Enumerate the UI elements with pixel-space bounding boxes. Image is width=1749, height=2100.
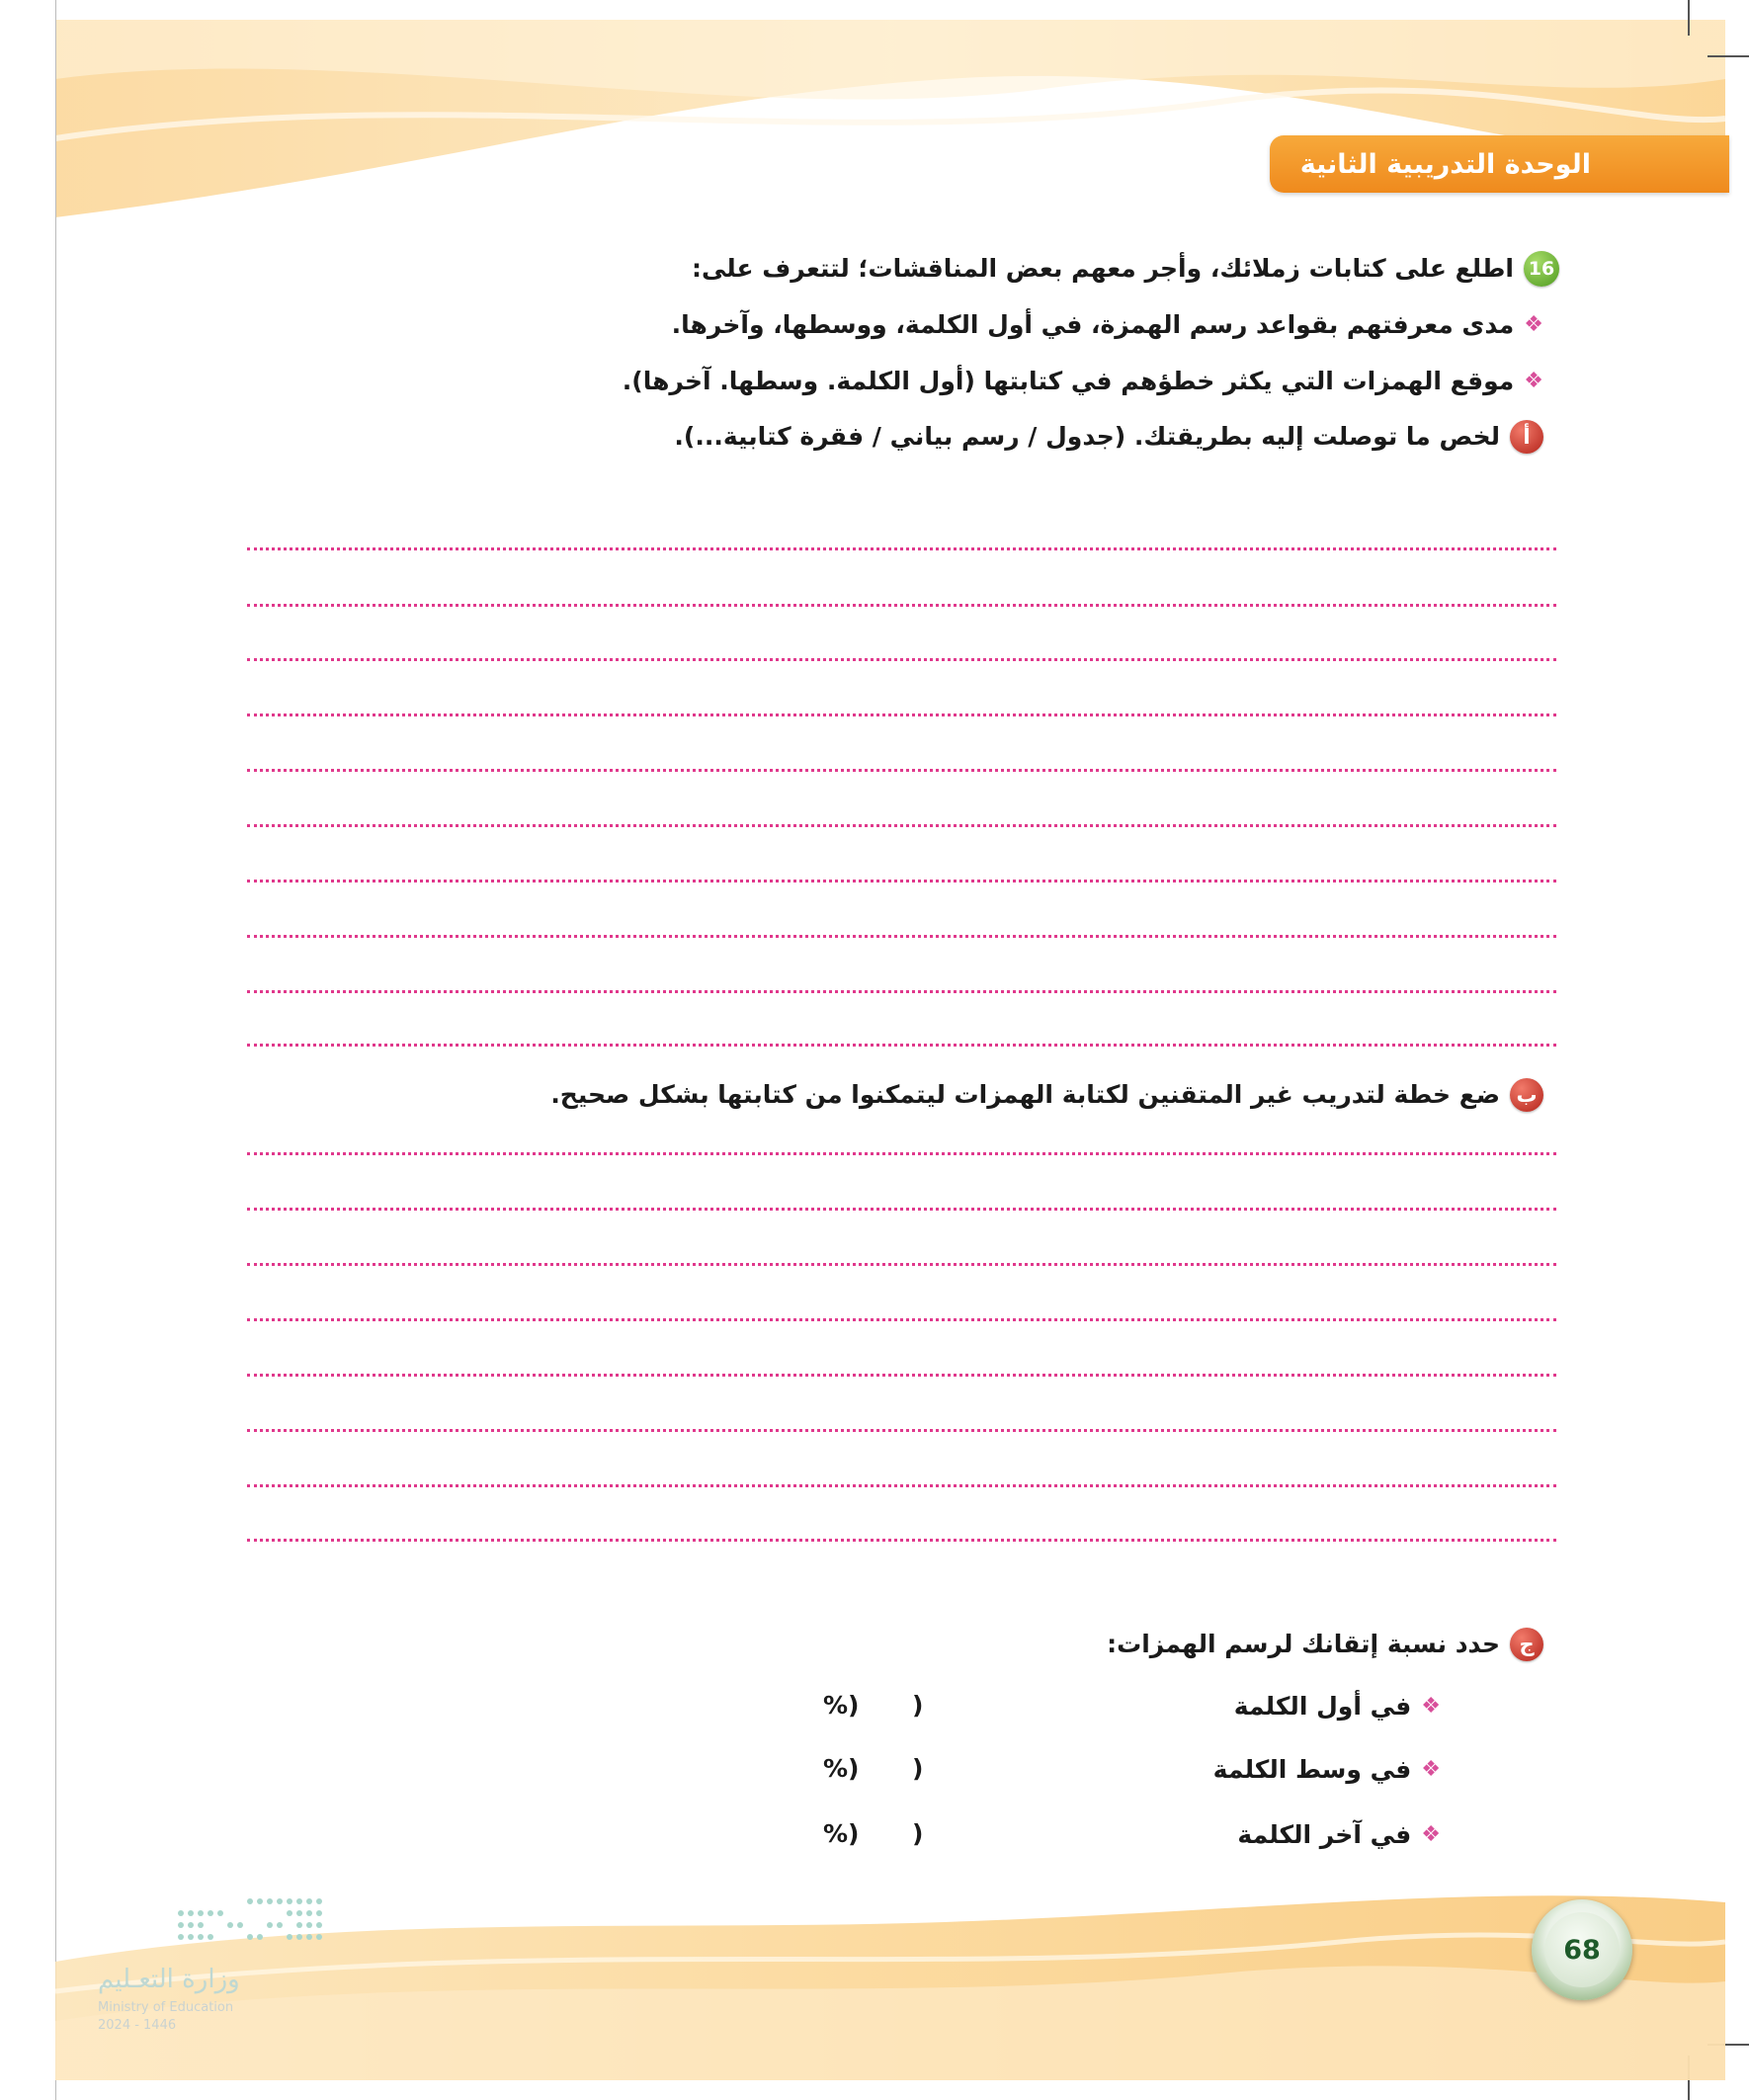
part-a-prompt [674,417,1543,457]
ministry-dots-icon [173,1897,331,1949]
percentage-row [818,1749,1441,1789]
part-a-badge: أ [1510,420,1543,454]
percentage-open-paren: ( [912,1691,924,1720]
percentage-open-paren: ( [912,1754,924,1783]
part-b-badge: ب [1510,1078,1543,1112]
answer-line[interactable] [247,1429,1556,1432]
ministry-name-english: Ministry of Education [98,2000,234,2015]
part-b-text: ضع خطة لتدريب غير المتقنين لكتابة الهمزات ليتمكنوا من كتابتها بشكل صحيح. [550,1080,1500,1109]
ministry-name-arabic: وزارة التعـليم [98,1965,240,1994]
percentage-label: ❖ في آخر الكلمة [1237,1819,1441,1849]
percentage-label: ❖ في أول الكلمة [1233,1691,1441,1721]
percentage-row [818,1814,1441,1854]
answer-line[interactable] [247,1374,1556,1377]
page-number: 68 [1544,1912,1620,1987]
part-c-prompt [1107,1625,1543,1664]
answer-line[interactable] [247,935,1556,938]
bullet-item [623,362,1543,401]
exercise-intro-text: اطلع على كتابات زملائك، وأجر معهم بعض المناقشات؛ لتتعرف على: [691,254,1514,283]
answer-line[interactable] [247,1484,1556,1487]
part-c-badge: ج [1510,1628,1543,1661]
exercise-intro [692,249,1559,289]
part-a-text: لخص ما توصلت إليه بطريقتك. (جدول / رسم بياني / فقرة كتابية...). [674,422,1500,451]
flower-bullet-icon: ❖ [1524,369,1543,393]
bullet-item [672,305,1543,345]
page-number-badge [1532,1899,1632,2000]
flower-bullet-icon: ❖ [1524,312,1543,337]
flower-bullet-icon: ❖ [1421,1821,1441,1847]
part-c-text: حدد نسبة إتقانك لرسم الهمزات: [1107,1630,1500,1658]
percentage-label: ❖ في وسط الكلمة [1212,1754,1441,1784]
percentage-input[interactable]: %) [823,1754,860,1783]
answer-line[interactable] [247,1263,1556,1266]
percentage-open-paren: ( [912,1819,924,1848]
answer-line[interactable] [247,990,1556,993]
exercise-number-badge: 16 [1524,251,1559,287]
answer-line[interactable] [247,658,1556,661]
percentage-input[interactable]: %) [823,1819,860,1848]
answer-line[interactable] [247,769,1556,772]
answer-line[interactable] [247,1208,1556,1211]
flower-bullet-icon: ❖ [1421,1756,1441,1782]
answer-line[interactable] [247,714,1556,716]
flower-bullet-icon: ❖ [1421,1693,1441,1719]
percentage-input[interactable]: %) [823,1691,860,1720]
top-wave-decoration [55,20,1725,237]
crop-mark [1688,0,1690,36]
bullet-text: موقع الهمزات التي يكثر خطؤهم في كتابتها (أول الكلمة. وسطها. آخرها). [622,367,1515,395]
unit-title-tab [1270,135,1729,193]
answer-line[interactable] [247,1044,1556,1047]
edition-year: 2024 - 1446 [98,2018,177,2033]
answer-line[interactable] [247,1318,1556,1321]
answer-line[interactable] [247,547,1556,550]
ministry-logo [94,1897,331,2033]
unit-title: الوحدة التدريبية الثانية [1299,148,1591,180]
percentage-row [818,1686,1441,1725]
bullet-text: مدى معرفتهم بقواعد رسم الهمزة، في أول الكلمة، ووسطها، وآخرها. [671,310,1515,339]
page-edge-line [55,0,56,2100]
crop-mark [1707,55,1749,57]
answer-line[interactable] [247,824,1556,827]
answer-line[interactable] [247,604,1556,607]
answer-line[interactable] [247,1539,1556,1542]
answer-line[interactable] [247,880,1556,882]
part-b-prompt [550,1075,1543,1115]
answer-line[interactable] [247,1152,1556,1155]
